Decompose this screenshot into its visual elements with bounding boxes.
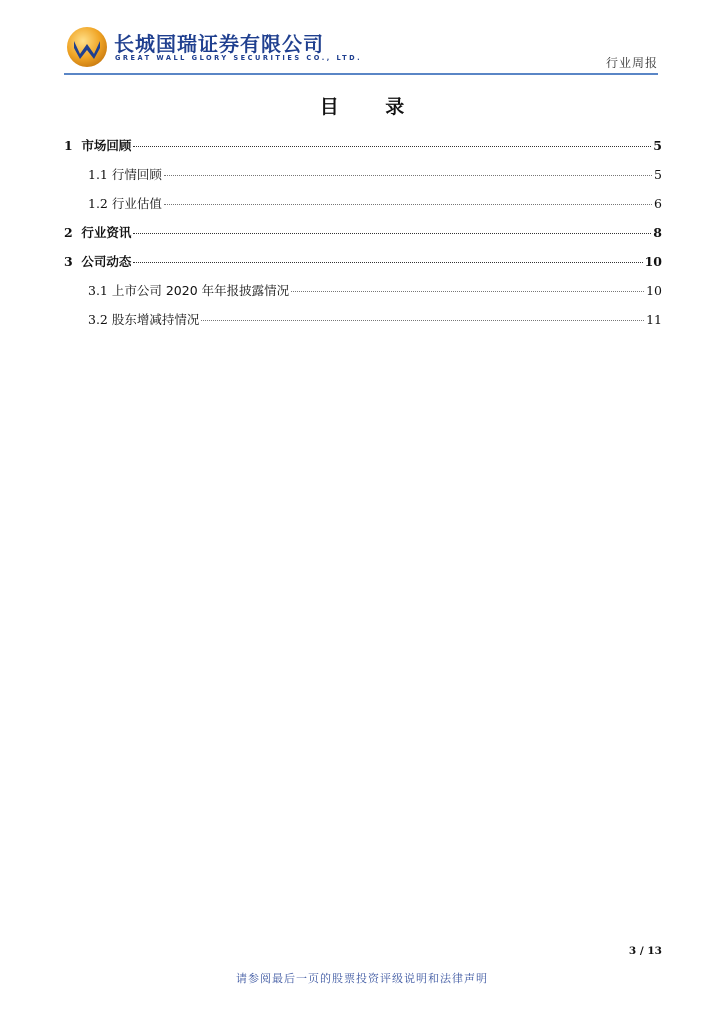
toc-dot-leader [201,320,644,321]
toc-entry[interactable] [64,281,662,310]
toc-dot-leader [164,204,652,205]
toc-entry-label: 市场回顾 [81,138,132,153]
toc-entry-page: 10 [644,254,662,269]
toc-entry-number: 3.1 [88,283,108,298]
toc-entry[interactable] [64,252,662,281]
report-type-label: 行业周报 [605,56,658,70]
toc-entry-page: 5 [653,138,662,153]
toc-entry-page: 5 [654,167,662,182]
table-of-contents [64,136,662,339]
toc-entry-number: 1 [64,138,73,153]
company-logo-icon [66,26,108,68]
page-header [64,22,658,78]
toc-entry-number: 3.2 [88,312,108,327]
toc-entry-label: 行业资讯 [81,225,132,240]
toc-entry-number: 1.2 [88,196,108,211]
toc-entry[interactable] [64,136,662,165]
toc-entry[interactable] [64,310,662,339]
toc-title: 目 录 [319,96,425,118]
toc-dot-leader [291,291,644,292]
company-name-cn: 长城国瑞证券有限公司 [114,32,324,56]
header-divider [64,73,658,75]
toc-entry-label: 行业估值 [111,196,162,211]
toc-entry-label: 股东增减持情况 [111,312,200,327]
toc-entry[interactable] [64,194,662,223]
toc-entry-page: 11 [646,312,662,327]
toc-entry-page: 10 [646,283,662,298]
company-name-en: GREAT WALL GLORY SECURITIES CO., LTD. [115,54,363,62]
toc-dot-leader [133,233,651,234]
toc-dot-leader [133,146,651,147]
toc-entry[interactable] [64,223,662,252]
toc-dot-leader [164,175,652,176]
toc-entry-page: 8 [653,225,662,240]
toc-entry-page: 6 [654,196,662,211]
page-number: 3 / 13 [628,945,662,957]
toc-entry-number: 1.1 [88,167,108,182]
toc-entry-label: 行情回顾 [111,167,162,182]
toc-entry-label: 公司动态 [81,254,132,269]
toc-entry[interactable] [64,165,662,194]
toc-entry-label: 上市公司 2020 年年报披露情况 [111,283,290,298]
toc-entry-number: 3 [64,254,73,269]
toc-entry-number: 2 [64,225,73,240]
toc-dot-leader [133,262,642,263]
footer-disclaimer: 请参阅最后一页的股票投资评级说明和法律声明 [236,972,488,985]
